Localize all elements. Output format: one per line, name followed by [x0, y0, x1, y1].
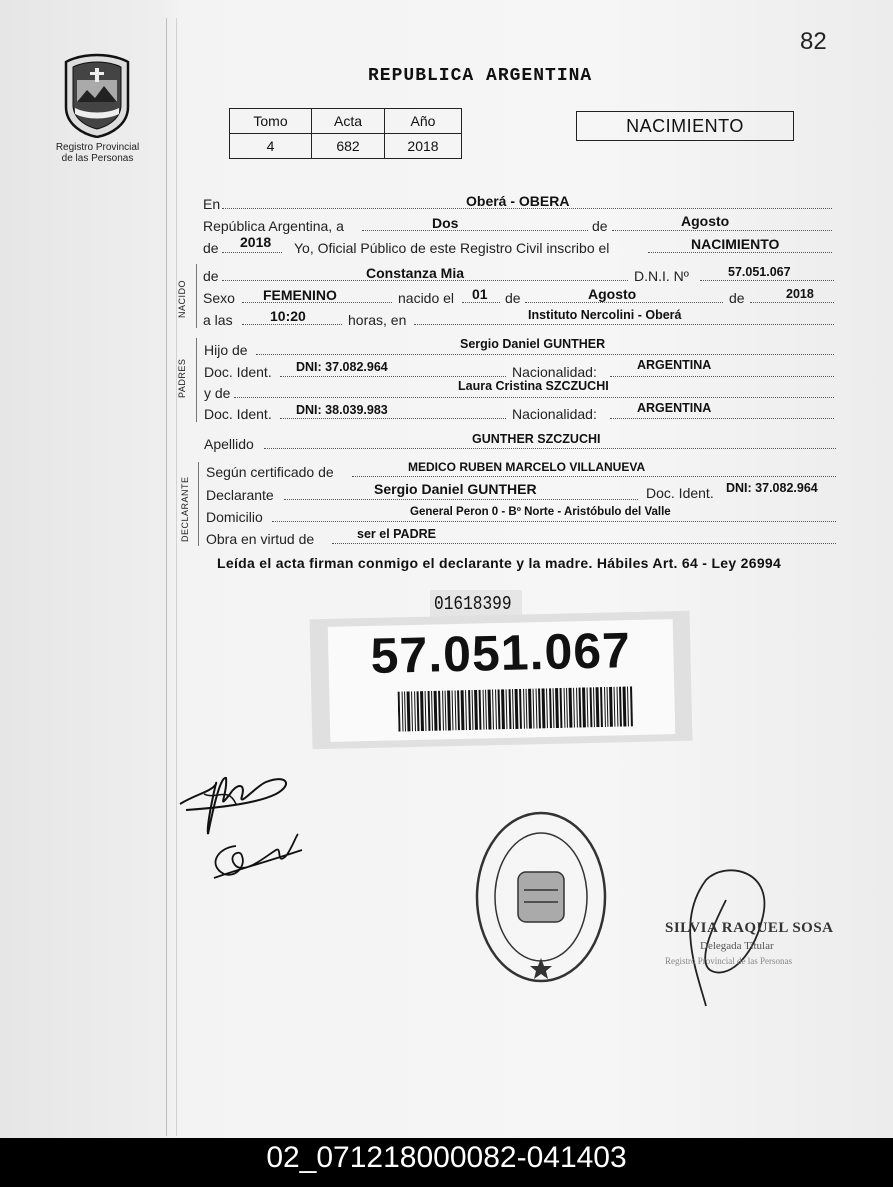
label-apellido: Apellido	[204, 436, 254, 452]
dotted-line	[280, 418, 506, 419]
dotted-line	[234, 397, 834, 398]
value-year: 2018	[240, 234, 272, 250]
label-sexo: Sexo	[203, 290, 235, 306]
section-separator	[196, 264, 197, 328]
label-yo-oficial: Yo, Oficial Público de este Registro Civil inscribo el	[294, 240, 610, 256]
label-horas-en: horas, en	[348, 312, 407, 328]
label-dni: D.N.I. Nº	[634, 268, 689, 284]
provincia-misiones-emblem-icon	[62, 52, 132, 138]
value-apellido: GUNTHER SZCZUCHI	[472, 432, 601, 446]
dotted-line	[222, 252, 282, 253]
page-fold-line-2	[176, 18, 177, 1136]
value-obra: ser el PADRE	[357, 527, 436, 541]
dotted-line	[284, 499, 638, 500]
registry-seal-icon	[474, 810, 608, 984]
value-place: Instituto Nercolini - Oberá	[528, 308, 682, 322]
value-father-name: Sergio Daniel GUNTHER	[460, 337, 606, 351]
value-declarant-name: Sergio Daniel GUNTHER	[374, 481, 537, 497]
value-day: Dos	[432, 215, 459, 231]
value-birth-day: 01	[472, 286, 488, 302]
label-nacionalidad-father: Nacionalidad:	[512, 364, 597, 380]
section-separator	[196, 338, 197, 422]
label-de-name: de	[203, 268, 219, 284]
value-acta: 682	[312, 134, 385, 159]
label-hijo-de: Hijo de	[204, 342, 248, 358]
dotted-line	[264, 448, 836, 449]
value-declarant-doc: DNI: 37.082.964	[726, 481, 818, 495]
dotted-line	[280, 376, 506, 377]
value-child-dni: 57.051.067	[728, 265, 791, 279]
label-de-birthyear: de	[729, 290, 745, 306]
label-en: En	[203, 196, 221, 212]
value-inscribo: NACIMIENTO	[691, 236, 780, 252]
page-fold-line	[166, 18, 167, 1136]
page-number: 82	[800, 28, 827, 55]
header-acta: Acta	[312, 109, 385, 134]
value-sexo: FEMENINO	[263, 287, 337, 303]
value-mother-name: Laura Cristina SZCZUCHI	[458, 379, 609, 393]
sticker-dni-number: 57.051.067	[370, 622, 632, 684]
dotted-line	[525, 302, 723, 303]
label-de-month: de	[505, 290, 521, 306]
value-mother-doc: DNI: 38.039.983	[296, 403, 388, 417]
label-doc-ident-father: Doc. Ident.	[204, 364, 272, 380]
dotted-line	[362, 230, 588, 231]
value-ano: 2018	[385, 134, 462, 159]
official-office: Registro Provincial de las Personas	[665, 956, 792, 966]
label-nacido-el: nacido el	[398, 290, 455, 306]
section-separator	[198, 462, 199, 546]
value-birth-month: Agosto	[588, 286, 637, 302]
dotted-line	[610, 376, 834, 377]
footer-code: 02_071218000082-041403	[0, 1138, 893, 1187]
logo-caption	[40, 142, 155, 164]
label-republica: República Argentina, a	[203, 218, 344, 234]
label-segun-certificado: Según certificado de	[206, 464, 334, 480]
dotted-line	[242, 324, 342, 325]
dotted-line	[612, 230, 832, 231]
barcode-icon	[398, 686, 634, 731]
value-city: Oberá - OBERA	[466, 193, 570, 209]
value-tomo: 4	[230, 134, 312, 159]
closing-note: Leída el acta firman conmigo el declarante y la madre. Hábiles Art. 64 - Ley 26994	[217, 555, 782, 571]
label-de: de	[592, 218, 608, 234]
label-domicilio: Domicilio	[206, 509, 263, 525]
value-domicilio: General Peron 0 - Bº Norte - Aristóbulo del Valle	[410, 506, 671, 518]
value-father-doc: DNI: 37.082.964	[296, 360, 388, 374]
value-month: Agosto	[681, 213, 730, 229]
label-doc-ident-declarant: Doc. Ident.	[646, 485, 714, 501]
document-title: REPUBLICA ARGENTINA	[368, 66, 593, 86]
logo-caption-line1: Registro Provincial	[55, 142, 140, 153]
logo-caption-line2: de las Personas	[61, 153, 134, 164]
dotted-line	[610, 418, 834, 419]
dotted-line	[700, 280, 834, 281]
label-doc-ident-mother: Doc. Ident.	[204, 406, 272, 422]
section-label-declarante: DECLARANTE	[180, 476, 190, 542]
registry-table	[229, 108, 462, 159]
label-nacionalidad-mother: Nacionalidad:	[512, 406, 597, 422]
label-de-year: de	[203, 240, 219, 256]
label-obra-en-virtud: Obra en virtud de	[206, 531, 315, 547]
value-certificate: MEDICO RUBEN MARCELO VILLANUEVA	[408, 460, 646, 474]
value-hour: 10:20	[270, 308, 306, 324]
value-child-name: Constanza Mia	[366, 265, 465, 281]
label-y-de: y de	[204, 385, 231, 401]
dotted-line	[272, 521, 836, 522]
dotted-line	[414, 324, 834, 325]
serial-number: 01618399	[434, 593, 512, 615]
dotted-line	[648, 252, 832, 253]
signature-mother-icon	[206, 826, 306, 886]
dotted-line	[332, 543, 836, 544]
label-declarante: Declarante	[206, 487, 274, 503]
dotted-line	[462, 302, 500, 303]
section-label-padres: PADRES	[177, 358, 187, 398]
dotted-line	[352, 476, 836, 477]
official-name: SILVIA RAQUEL SOSA	[665, 920, 834, 936]
value-mother-nationality: ARGENTINA	[637, 401, 712, 415]
header-tomo: Tomo	[230, 109, 312, 134]
value-birth-year: 2018	[786, 287, 814, 301]
header-ano: Año	[385, 109, 462, 134]
label-a-las: a las	[203, 312, 233, 328]
dotted-line	[256, 354, 834, 355]
dotted-line	[750, 302, 834, 303]
record-type-box: NACIMIENTO	[576, 111, 794, 141]
official-role: Delegada Titular	[700, 940, 774, 952]
section-label-nacido: NACIDO	[177, 279, 187, 318]
value-father-nationality: ARGENTINA	[637, 358, 712, 372]
